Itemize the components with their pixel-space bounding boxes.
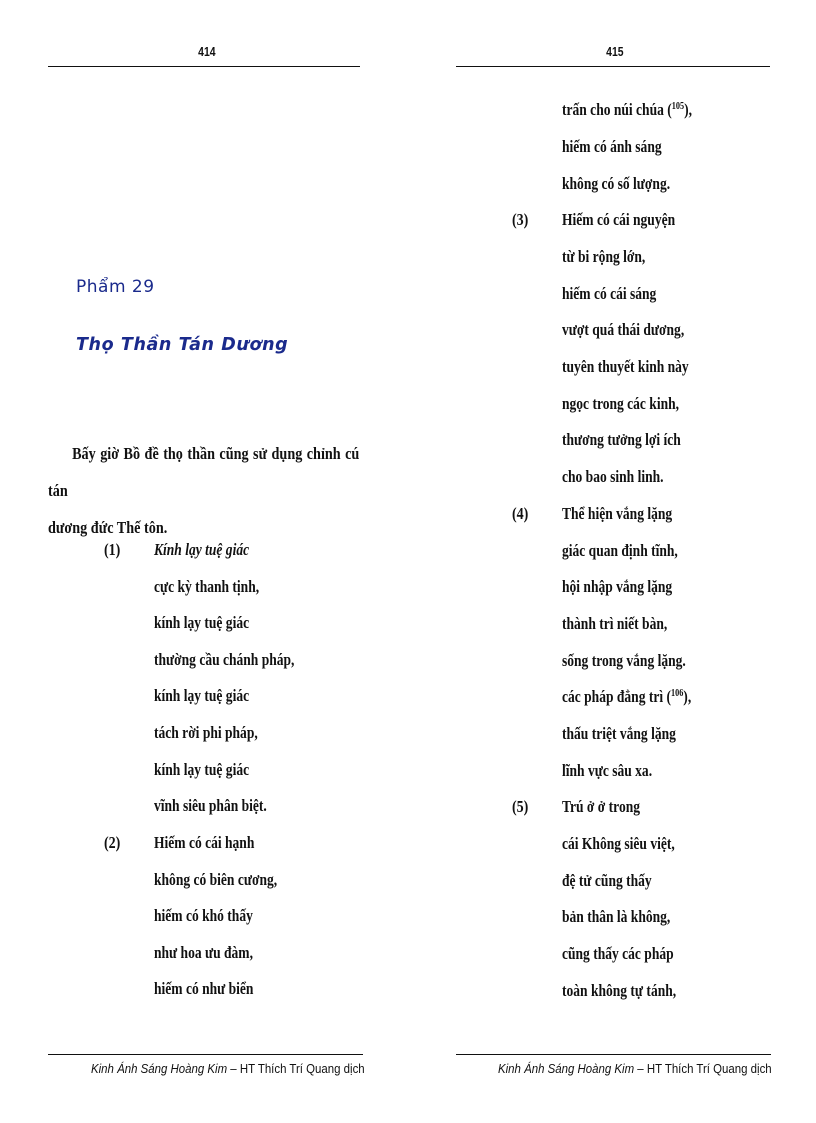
verse-line: ngọc trong các kinh, [562,394,680,413]
verse-line-text: ), [683,687,692,706]
intro-line-2: dương đức Thế tôn. [48,518,168,537]
verse-line: cái Không siêu việt, [562,834,675,853]
verse-line: không có biên cương, [154,870,278,889]
footer-book-title: Kinh Ánh Sáng Hoàng Kim [91,1061,228,1076]
verse-line: hiếm có như biển [154,979,254,998]
verse-line-text: các pháp đẳng trì ( [562,687,672,706]
verse-line: hội nhập vắng lặng [562,577,673,596]
verse-line: thấu triệt vắng lặng [562,724,676,743]
page-number-left: 414 [198,44,216,59]
verse-line-text: trấn cho núi chúa ( [562,100,672,119]
footer-rule-left [48,1054,363,1055]
verse-line: cho bao sinh linh. [562,467,664,486]
verse-line: thành trì niết bàn, [562,614,668,633]
verse-label: (1) [104,540,121,559]
verse-line-text: ), [684,100,692,119]
verse-line: kính lạy tuệ giác [154,760,250,779]
footer-left [91,1061,365,1076]
verse-line: cũng thấy các pháp [562,944,674,963]
verse-line [562,100,692,120]
page-number-right: 415 [606,44,624,59]
footnote-ref: 105 [671,101,685,112]
verse-line: sống trong vắng lặng. [562,651,686,670]
section-number: Phẩm 29 [76,277,155,297]
verse-line: đệ tử cũng thấy [562,871,652,890]
verse-line: vĩnh siêu phân biệt. [154,796,267,815]
verse-line: không có số lượng. [562,174,671,193]
verse-line: Hiếm có cái hạnh [154,833,255,852]
intro-line-1: Bấy giờ Bồ đề thọ thần cũng sử dụng chỉnh cú tán [48,444,360,500]
verse-line: kính lạy tuệ giác [154,686,250,705]
footer-translator: – HT Thích Trí Quang dịch [227,1061,365,1076]
section-title: Thọ Thần Tán Dương [76,335,289,355]
verse-line: thường cầu chánh pháp, [154,650,295,669]
header-rule-right [456,66,770,67]
verse-line: vượt quá thái dương, [562,320,685,339]
verse-line: Kính lạy tuệ giác [154,540,250,559]
header-rule-left [48,66,360,67]
verse-line: giác quan định tĩnh, [562,541,678,560]
verse-line: lĩnh vực sâu xa. [562,761,653,780]
verse-line: thương tưởng lợi ích [562,430,681,449]
verse-line: tách rời phi pháp, [154,723,258,742]
verse-line: bản thân là không, [562,907,671,926]
verse-line: hiếm có ánh sáng [562,137,662,156]
verse-label: (2) [104,833,121,852]
verse-line: như hoa ưu đàm, [154,943,253,962]
footer-right [498,1061,772,1076]
footer-book-title: Kinh Ánh Sáng Hoàng Kim [498,1061,635,1076]
verse-line: Trú ở ở trong [562,797,641,816]
verse-line: toàn không tự tánh, [562,981,677,1000]
verse-line: cực kỳ thanh tịnh, [154,577,260,596]
verse-line: hiếm có khó thấy [154,906,253,925]
verse-line: Thể hiện vắng lặng [562,504,673,523]
footer-translator: – HT Thích Trí Quang dịch [634,1061,772,1076]
verse-line: tuyên thuyết kinh này [562,357,689,376]
verse-label: (4) [512,504,529,523]
verse-line: Hiếm có cái nguyện [562,210,676,229]
verse-label: (3) [512,210,529,229]
verse-line [562,687,691,707]
verse-line: từ bi rộng lớn, [562,247,646,266]
verse-label: (5) [512,797,529,816]
intro-paragraph [48,435,360,546]
verse-line: hiếm có cái sáng [562,284,657,303]
footnote-ref: 106 [671,688,684,699]
verse-line: kính lạy tuệ giác [154,613,250,632]
footer-rule-right [456,1054,771,1055]
